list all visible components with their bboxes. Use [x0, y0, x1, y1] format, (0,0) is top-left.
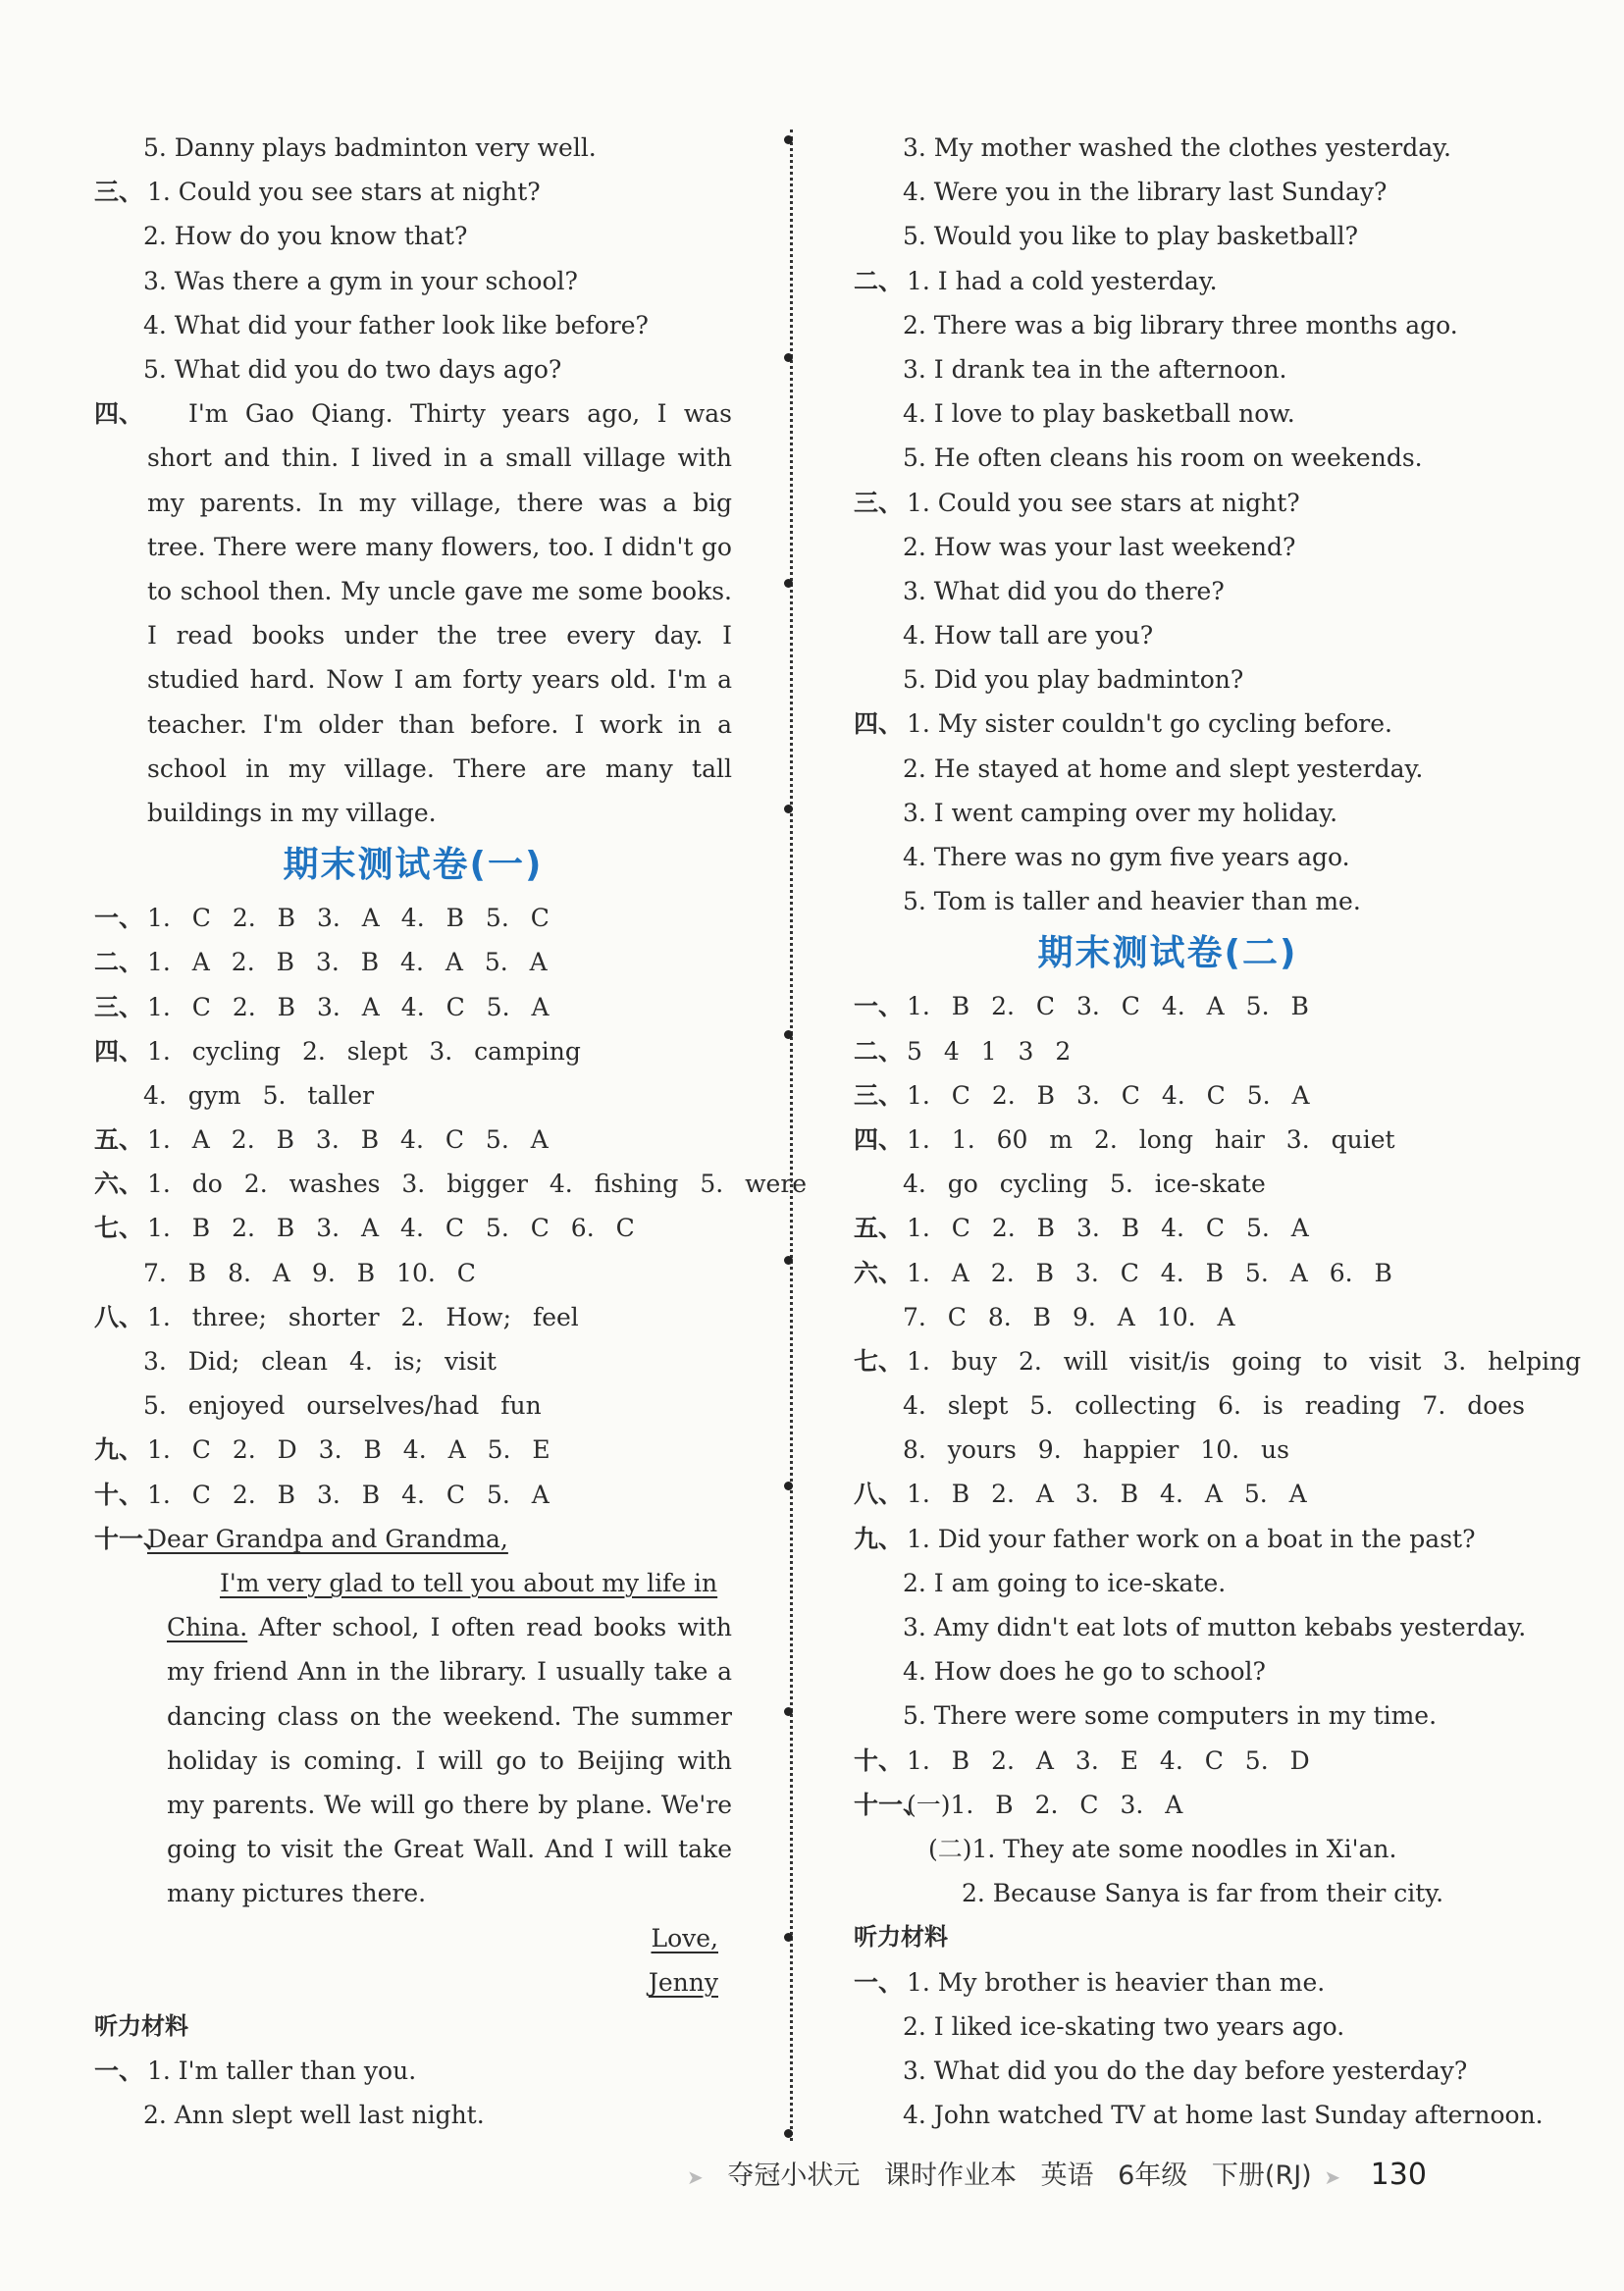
- answer-line: 2. How was your last weekend?: [903, 532, 1296, 561]
- listening-line: 3. What did you do the day before yesterday?: [903, 2056, 1468, 2085]
- answer-line: 5. Tom is taller and heavier than me.: [903, 887, 1361, 916]
- answer-line: [94, 1162, 808, 1206]
- answer-text: 8. yours 9. happier 10. us: [903, 1435, 1289, 1465]
- answer-text: 4. go cycling 5. ice-skate: [903, 1170, 1266, 1199]
- answer-text: 1. A 2. B 3. B 4. C 5. A: [147, 1125, 549, 1155]
- left-exam-answers: [94, 896, 808, 1517]
- section-marker: 三、: [854, 1080, 904, 1110]
- answer-line: [94, 1295, 732, 1339]
- letter-first-cont: China.: [167, 1613, 248, 1642]
- answer-line: [94, 985, 732, 1029]
- answer-text: 1. My sister couldn't go cycling before.: [907, 709, 1392, 739]
- answer-line: [854, 1783, 1482, 1827]
- section-marker: 四、: [94, 1036, 144, 1066]
- answer-line: [854, 1472, 1482, 1516]
- answer-line: [94, 1251, 732, 1295]
- answer-line: [94, 1073, 732, 1118]
- section-marker: 一、: [854, 1967, 904, 1997]
- divider-dot: [784, 353, 793, 362]
- answer-line: 4. What did your father look like before?: [143, 310, 649, 339]
- answer-line: 5. There were some computers in my time.: [903, 1701, 1438, 1731]
- answer-text: 1. Did your father work on a boat in the past?: [907, 1524, 1476, 1553]
- left-top-answers: [94, 126, 732, 391]
- listening-text: 1. My brother is heavier than me.: [907, 1967, 1326, 1997]
- answer-text: 1. cycling 2. slept 3. camping: [147, 1036, 581, 1066]
- answer-text: 1. Could you see stars at night?: [907, 488, 1300, 517]
- page-number: 130: [1370, 2158, 1427, 2192]
- answer-line: [854, 984, 1482, 1028]
- section-marker: 一、: [94, 2057, 144, 2086]
- exam-title: 期末测试卷(二): [1037, 933, 1298, 974]
- answer-line: [94, 1383, 732, 1428]
- section-marker: 十一、: [94, 1524, 169, 1553]
- letter-greeting-line: [94, 1517, 732, 1561]
- letter-section: [94, 1517, 732, 2005]
- listening-text: 1. I'm taller than you.: [147, 2057, 417, 2086]
- section-marker: 五、: [854, 1214, 904, 1243]
- listening-line: 4. John watched TV at home last Sunday afternoon.: [903, 2101, 1544, 2130]
- section-marker: 四、: [854, 1124, 904, 1154]
- divider-dot: [784, 1933, 793, 1942]
- answer-line: [854, 259, 1482, 303]
- answer-line: [854, 1295, 1482, 1339]
- answer-line: [854, 1118, 1482, 1162]
- right-column: [854, 126, 1582, 2137]
- answer-text: 1. C 2. B 3. B 4. C 5. A: [907, 1214, 1309, 1243]
- section-marker: 六、: [854, 1258, 904, 1287]
- page-footer: [687, 2151, 1442, 2200]
- answer-text: 3. Did; clean 4. is; visit: [143, 1347, 497, 1377]
- letter-body: [94, 1561, 732, 1916]
- answer-line: 3. Was there a gym in your school?: [143, 266, 578, 295]
- answer-line: 2. I am going to ice-skate.: [903, 1568, 1227, 1597]
- listening-line: 2. Ann slept well last night.: [143, 2101, 485, 2130]
- answer-line: [94, 1029, 732, 1073]
- section-marker: 十、: [854, 1745, 904, 1775]
- answer-line: [94, 1428, 732, 1472]
- answer-line: [854, 1162, 1482, 1206]
- answer-line: 5. He often cleans his room on weekends.: [903, 443, 1423, 473]
- answer-line: [854, 1206, 1482, 1250]
- section-marker: 十一、: [854, 1790, 928, 1819]
- answer-line: 3. What did you do there?: [903, 576, 1225, 605]
- listening-line: [854, 1960, 1482, 2005]
- answer-text: 1. C 2. B 3. A 4. B 5. C: [147, 904, 550, 933]
- letter-first-line: I'm very glad to tell you about my life in: [220, 1568, 718, 1597]
- answer-line: 2. How do you know that?: [143, 222, 468, 251]
- answer-line: [854, 481, 1482, 525]
- answer-line: 4. I love to play basketball now.: [903, 399, 1295, 429]
- answer-line: [854, 1383, 1525, 1428]
- answer-line: 4. There was no gym five years ago.: [903, 843, 1350, 871]
- section-marker: 三、: [854, 488, 904, 517]
- footer-grade: 6年级: [1118, 2161, 1188, 2191]
- answer-line: (二)1. They ate some noodles in Xi'an.: [928, 1834, 1397, 1863]
- answer-line: [854, 1339, 1582, 1383]
- answer-text: 7. C 8. B 9. A 10. A: [903, 1302, 1235, 1331]
- section-marker: 六、: [94, 1170, 144, 1199]
- section-marker: 二、: [854, 266, 904, 295]
- divider-dot: [784, 2129, 793, 2138]
- listening-heading: 听力材料: [854, 1923, 948, 1952]
- answer-line: 5. Danny plays badminton very well.: [143, 133, 597, 162]
- left-section4: [94, 391, 732, 835]
- answer-text: 1. Could you see stars at night?: [147, 178, 541, 207]
- arrow-right-icon: ➤: [687, 2165, 704, 2189]
- answer-line: [94, 1473, 732, 1517]
- answer-line: [854, 1073, 1482, 1118]
- section-marker: 二、: [854, 1036, 904, 1066]
- section-marker: 七、: [854, 1346, 904, 1376]
- divider-dot: [784, 1030, 793, 1039]
- answer-text: 1. B 2. A 3. B 4. A 5. A: [907, 1480, 1307, 1509]
- section-marker: 四、: [94, 399, 144, 429]
- answer-line: [854, 1029, 1482, 1073]
- listening-line: [94, 2049, 732, 2093]
- divider-dot: [784, 1482, 793, 1490]
- answer-text: 1. buy 2. will visit/is going to visit 3. helping: [907, 1346, 1582, 1376]
- letter-close-text: Love,: [651, 1923, 718, 1953]
- answer-text: 1. A 2. B 3. C 4. B 5. A 6. B: [907, 1258, 1392, 1287]
- column-divider: [790, 130, 793, 2141]
- answer-line: 4. Were you in the library last Sunday?: [903, 178, 1388, 207]
- answer-text: 1. B 2. C 3. C 4. A 5. B: [907, 992, 1309, 1021]
- section-marker: 三、: [94, 178, 144, 207]
- answer-line: 3. I went camping over my holiday.: [903, 798, 1338, 827]
- answer-text: 1. C 2. B 3. A 4. C 5. A: [147, 992, 550, 1021]
- arrow-right-icon: ➤: [1324, 2165, 1341, 2189]
- answer-line: 5. Did you play badminton?: [903, 665, 1244, 695]
- letter-sign-text: Jenny: [648, 1967, 718, 1997]
- answer-text: 1. C 2. D 3. B 4. A 5. E: [147, 1435, 550, 1465]
- section-marker: 八、: [94, 1302, 144, 1331]
- answer-line: [94, 1206, 732, 1250]
- section-marker: 八、: [854, 1480, 904, 1509]
- footer-book: 课时作业本: [883, 2161, 1017, 2191]
- section-marker: 四、: [854, 709, 904, 739]
- answer-text: 1. I had a cold yesterday.: [907, 266, 1218, 295]
- letter-greeting: Dear Grandpa and Grandma,: [147, 1524, 508, 1553]
- answer-text: 5. enjoyed ourselves/had fun: [143, 1391, 542, 1421]
- listening-line: 2. I liked ice-skating two years ago.: [903, 2011, 1345, 2041]
- listening-heading: 听力材料: [94, 2011, 188, 2040]
- footer-brand: 夺冠小状元: [727, 2161, 861, 2191]
- answer-line: 3. My mother washed the clothes yesterday.: [903, 133, 1451, 162]
- answer-text: 1. three; shorter 2. How; feel: [147, 1302, 579, 1331]
- letter-close: [94, 1916, 732, 1960]
- answer-line: [854, 1428, 1482, 1472]
- section-marker: 九、: [854, 1524, 904, 1553]
- section-marker: 一、: [94, 904, 144, 933]
- section-marker: 一、: [854, 992, 904, 1021]
- answer-line: [854, 702, 1482, 746]
- section-marker: 二、: [94, 948, 144, 977]
- right-top-answers: [854, 126, 1482, 923]
- answer-line: [94, 940, 732, 984]
- answer-line: [94, 1339, 732, 1383]
- answer-text: 7. B 8. A 9. B 10. C: [143, 1258, 476, 1287]
- letter-sign: [94, 1960, 732, 2005]
- divider-dot: [784, 1256, 793, 1265]
- answer-line: [854, 1251, 1482, 1295]
- answer-text: 1. do 2. washes 3. bigger 4. fishing 5. were: [147, 1170, 808, 1199]
- answer-text: (一)1. B 2. C 3. A: [907, 1790, 1183, 1819]
- answer-line: 3. I drank tea in the afternoon.: [903, 354, 1287, 384]
- divider-dot: [784, 579, 793, 588]
- answer-line: 2. He stayed at home and slept yesterday.: [903, 754, 1424, 783]
- answer-text: 1. B 2. A 3. E 4. C 5. D: [907, 1745, 1310, 1775]
- answer-line: [94, 896, 732, 940]
- section-marker: 十、: [94, 1480, 144, 1509]
- exam-title: 期末测试卷(一): [283, 845, 544, 886]
- answer-line: 4. How tall are you?: [903, 621, 1154, 651]
- answer-text: 1. A 2. B 3. B 4. A 5. A: [147, 948, 548, 977]
- letter-body-text: After school, I often read books with my friend Ann in the library. I usually take a dancing class on the weekend. The summer holiday is coming. I will go to Beijing with my parents. We will go there by plane. We're going to visit the Great Wall. And I will take many pictures there.: [167, 1613, 732, 1908]
- answer-line: 3. Amy didn't eat lots of mutton kebabs yesterday.: [903, 1613, 1527, 1641]
- section-marker: 三、: [94, 992, 144, 1021]
- answer-line: [94, 170, 732, 214]
- answer-line: 5. What did you do two days ago?: [143, 354, 562, 384]
- right-exam-answers: [854, 984, 1582, 1915]
- divider-dot: [784, 805, 793, 813]
- answer-text: 4. slept 5. collecting 6. is reading 7. does: [903, 1391, 1525, 1421]
- answer-text: 4. gym 5. taller: [143, 1080, 375, 1110]
- answer-line: [94, 1118, 732, 1162]
- left-column: [94, 126, 808, 2138]
- section-marker: 五、: [94, 1125, 144, 1155]
- section-marker: 九、: [94, 1435, 144, 1465]
- answer-line: 2. There was a big library three months ago.: [903, 310, 1458, 339]
- section-marker: 七、: [94, 1214, 144, 1243]
- divider-dot: [784, 135, 793, 144]
- divider-dot: [784, 1707, 793, 1716]
- answer-line: 2. Because Sanya is far from their city.: [962, 1879, 1444, 1908]
- passage-text: I'm Gao Qiang. Thirty years ago, I was short and thin. I lived in a small village with my parents. In my village, there was a big tree. There were many flowers, too. I didn't go to school then. My uncle gave me some books. I read books under the tree every day. I studied hard. Now I am forty years old. I'm a teacher. I'm older than before. I work in a school in my village. There are many tall buildings in my village.: [147, 399, 732, 827]
- answer-text: 1. C 2. B 3. C 4. C 5. A: [907, 1080, 1310, 1110]
- answer-line: [854, 1739, 1482, 1783]
- answer-line: 4. How does he go to school?: [903, 1657, 1266, 1687]
- footer-subject: 英语: [1040, 2161, 1094, 2191]
- answer-line: 5. Would you like to play basketball?: [903, 222, 1359, 251]
- answer-text: 1. C 2. B 3. B 4. C 5. A: [147, 1480, 550, 1509]
- answer-text: 1. B 2. B 3. A 4. C 5. C 6. C: [147, 1214, 635, 1243]
- footer-volume: 下册(RJ): [1211, 2161, 1312, 2191]
- answer-text: 5 4 1 3 2: [907, 1036, 1072, 1066]
- answer-line: [854, 1517, 1482, 1561]
- answer-text: 1. 1. 60 m 2. long hair 3. quiet: [907, 1124, 1395, 1154]
